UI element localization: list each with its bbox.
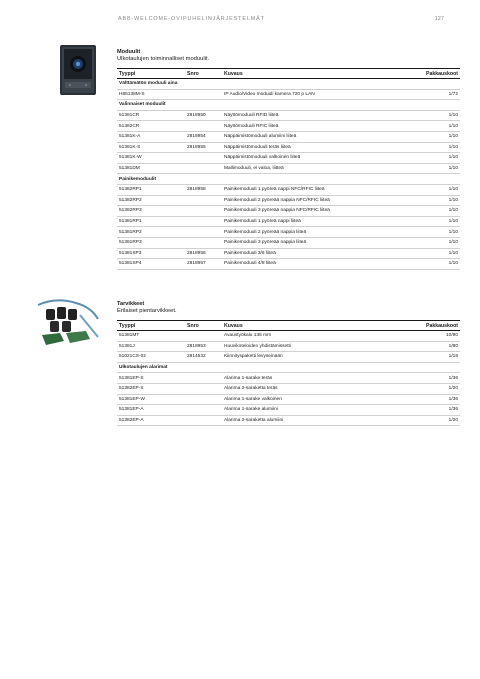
cell-description: Alarima 1-sarake alumiini [222, 405, 386, 416]
cell-snro [185, 405, 222, 416]
column-header: Snro [185, 69, 222, 79]
section-subtitle: Erilaiset pientarvikkeet. [117, 308, 177, 314]
table-row [117, 206, 460, 217]
table-row [117, 227, 460, 238]
cell-snro: 2818954 [185, 131, 222, 142]
cell-package: 1/10 [386, 163, 460, 174]
cell-description: Näyttömoduuli RFIC liiteä [222, 121, 386, 132]
table-row [117, 216, 460, 227]
cell-package: 1/80 [386, 341, 460, 352]
cell-snro: 2818956 [185, 248, 222, 259]
column-header: Tyyppi [117, 69, 185, 79]
cell-description: Mallimoduuli, ei valoa, liitteä [222, 163, 386, 174]
cell-description: Näyttömoduuli RFID liiteä [222, 110, 386, 121]
cell-package: 1/10 [386, 131, 460, 142]
cell-snro: 2818955 [185, 142, 222, 153]
cell-snro [185, 153, 222, 164]
column-header: Pakkauskoot [386, 69, 460, 79]
cell-type: 51381MT [117, 331, 185, 342]
cell-package: 1/36 [386, 373, 460, 384]
cell-snro: 2818950 [185, 110, 222, 121]
cell-description: Näppäimistömoduuli teräs liiteä [222, 142, 386, 153]
cell-description: Painikemoduuli 1 pyöreä nappi NFC/RFIC liiteä [222, 184, 386, 195]
cell-description: Alarima 2-saraketta alumiini [222, 415, 386, 426]
cell-snro [185, 206, 222, 217]
cell-type: 51381K-A [117, 131, 185, 142]
cell-snro: 2814532 [185, 352, 222, 363]
cell-package: 1/20 [386, 383, 460, 394]
cell-type: 51381EP-W [117, 394, 185, 405]
cell-package: 1/10 [386, 153, 460, 164]
table-row [117, 405, 460, 416]
section-subtitle: Ulkotaulujen toiminnalliset moduulit. [117, 56, 210, 62]
table-row [117, 163, 460, 174]
accessories-table [117, 320, 460, 426]
accessories-image [36, 297, 102, 349]
cell-package: 1/18 [386, 352, 460, 363]
cell-description: Painikemoduuli 3/6 liiteä [222, 248, 386, 259]
cell-type: 51382RP2 [117, 195, 185, 206]
section-title: Moduulit [117, 49, 141, 55]
modules-table [117, 68, 460, 270]
table-row [117, 153, 460, 164]
cell-type: 51381CR [117, 110, 185, 121]
section-title: Tarvikkeet [117, 301, 145, 307]
cell-type: 51382CR [117, 121, 185, 132]
cell-description: Alarima 2-saraketta teräs [222, 383, 386, 394]
cell-description: Avaustyökalu 135 mm [222, 331, 386, 342]
cell-snro [185, 237, 222, 248]
table-row [117, 331, 460, 342]
table-row [117, 142, 460, 153]
page-header [118, 16, 444, 26]
cell-type: 51381K-S [117, 142, 185, 153]
cell-package: 1/20 [386, 415, 460, 426]
table-row [117, 131, 460, 142]
table-row [117, 415, 460, 426]
header-title: ABB-WELCOME-OVIPUHELINJÄRJESTELMÄT [118, 16, 265, 22]
group-label: Painikemoduulit [117, 174, 460, 185]
cell-package: 1/10 [386, 184, 460, 195]
cell-snro [185, 163, 222, 174]
cell-snro [185, 227, 222, 238]
column-header: Pakkauskoot [386, 321, 460, 331]
table-group-row [117, 100, 460, 111]
cell-type: 51382RP3 [117, 206, 185, 217]
cell-description: Painikemoduuli 4/8 liiteä [222, 259, 386, 270]
table-row [117, 394, 460, 405]
cell-snro [185, 331, 222, 342]
table-row [117, 373, 460, 384]
cell-package: 10/90 [386, 331, 460, 342]
cell-snro [185, 383, 222, 394]
table-row [117, 184, 460, 195]
cell-type: 51381RP3 [117, 237, 185, 248]
cell-type: 51382RP1 [117, 184, 185, 195]
cell-snro [185, 415, 222, 426]
cell-snro: 2818957 [185, 259, 222, 270]
cell-snro: 2818958 [185, 184, 222, 195]
cell-snro [185, 89, 222, 100]
cell-type: 51381DM [117, 163, 185, 174]
modules-section [117, 49, 458, 270]
column-header: Kuvaus [222, 321, 386, 331]
cell-type: 51381RP2 [117, 227, 185, 238]
group-label: Välttämätön moduuli aina [117, 79, 460, 90]
table-group-row [117, 79, 460, 90]
cell-type: 51381EP-A [117, 405, 185, 416]
cell-description: Painikemoduuli 3 pyöreää nappia liiteä [222, 237, 386, 248]
cell-type: 51381SP4 [117, 259, 185, 270]
cell-type: 51381RP1 [117, 216, 185, 227]
cell-type: 51381SP3 [117, 248, 185, 259]
cell-package: 1/10 [386, 195, 460, 206]
cell-package: 1/72 [386, 89, 460, 100]
page-number: 127 [434, 16, 444, 22]
cell-package: 1/10 [386, 227, 460, 238]
cell-type: 51381EP-S [117, 373, 185, 384]
cell-package: 1/10 [386, 142, 460, 153]
cell-description: Näppäimistömoduuli valkoinen liiteä [222, 153, 386, 164]
cell-type: H85138M-S [117, 89, 185, 100]
cell-snro [185, 394, 222, 405]
table-group-row [117, 174, 460, 185]
table-row [117, 341, 460, 352]
cell-package: 1/10 [386, 216, 460, 227]
table-row [117, 352, 460, 363]
table-row [117, 248, 460, 259]
cell-description: Huuvikoteloiden yhdistämissetti [222, 341, 386, 352]
table-row [117, 89, 460, 100]
cell-description: Painikemoduuli 2 pyöreää nappia liiteä [222, 227, 386, 238]
cell-type: 51381J [117, 341, 185, 352]
table-header-row [117, 321, 460, 331]
column-header: Tyyppi [117, 321, 185, 331]
cell-type: 51021CS-02 [117, 352, 185, 363]
cell-type: 51381K-W [117, 153, 185, 164]
table-header-row [117, 69, 460, 79]
group-label: Valinnaiset moduulit [117, 100, 460, 111]
cell-snro [185, 373, 222, 384]
cell-description: Painikemoduuli 2 pyöreää nappia NFC/RFIC liiteä [222, 195, 386, 206]
table-row [117, 121, 460, 132]
column-header: Kuvaus [222, 69, 386, 79]
group-label: Ulkotaulujen alarimat [117, 362, 460, 373]
cell-package: 1/36 [386, 405, 460, 416]
table-row [117, 110, 460, 121]
cell-package: 1/10 [386, 110, 460, 121]
cell-package: 1/10 [386, 121, 460, 132]
cell-description: Näppäimistömoduuli alumiini liiteä [222, 131, 386, 142]
table-row [117, 195, 460, 206]
door-module-image [58, 44, 98, 96]
cell-type: 51382EP-S [117, 383, 185, 394]
cell-snro: 2818953 [185, 341, 222, 352]
cell-package: 1/10 [386, 248, 460, 259]
table-group-row [117, 362, 460, 373]
cell-description: Painikemoduuli 3 pyöreää nappia NFC/RFIC liiteä [222, 206, 386, 217]
accessories-section [117, 301, 458, 426]
cell-description: Painikemoduuli 1 pyöreä nappi liiteä [222, 216, 386, 227]
table-row [117, 383, 460, 394]
table-row [117, 259, 460, 270]
column-header: Snro [185, 321, 222, 331]
cell-description: Alarima 1-sarake valkoinen [222, 394, 386, 405]
cell-type: 51382EP-A [117, 415, 185, 426]
cell-package: 1/36 [386, 394, 460, 405]
cell-package: 1/10 [386, 259, 460, 270]
cell-description: Kiinnityspaketti levyseinään [222, 352, 386, 363]
cell-package: 1/10 [386, 237, 460, 248]
cell-snro [185, 121, 222, 132]
cell-snro [185, 195, 222, 206]
cell-snro [185, 216, 222, 227]
table-row [117, 237, 460, 248]
cell-description: Alarima 1-sarake teräs [222, 373, 386, 384]
cell-package: 1/10 [386, 206, 460, 217]
cell-description: IP Audio/Video moduuli kamera 720 p LAN [222, 89, 386, 100]
